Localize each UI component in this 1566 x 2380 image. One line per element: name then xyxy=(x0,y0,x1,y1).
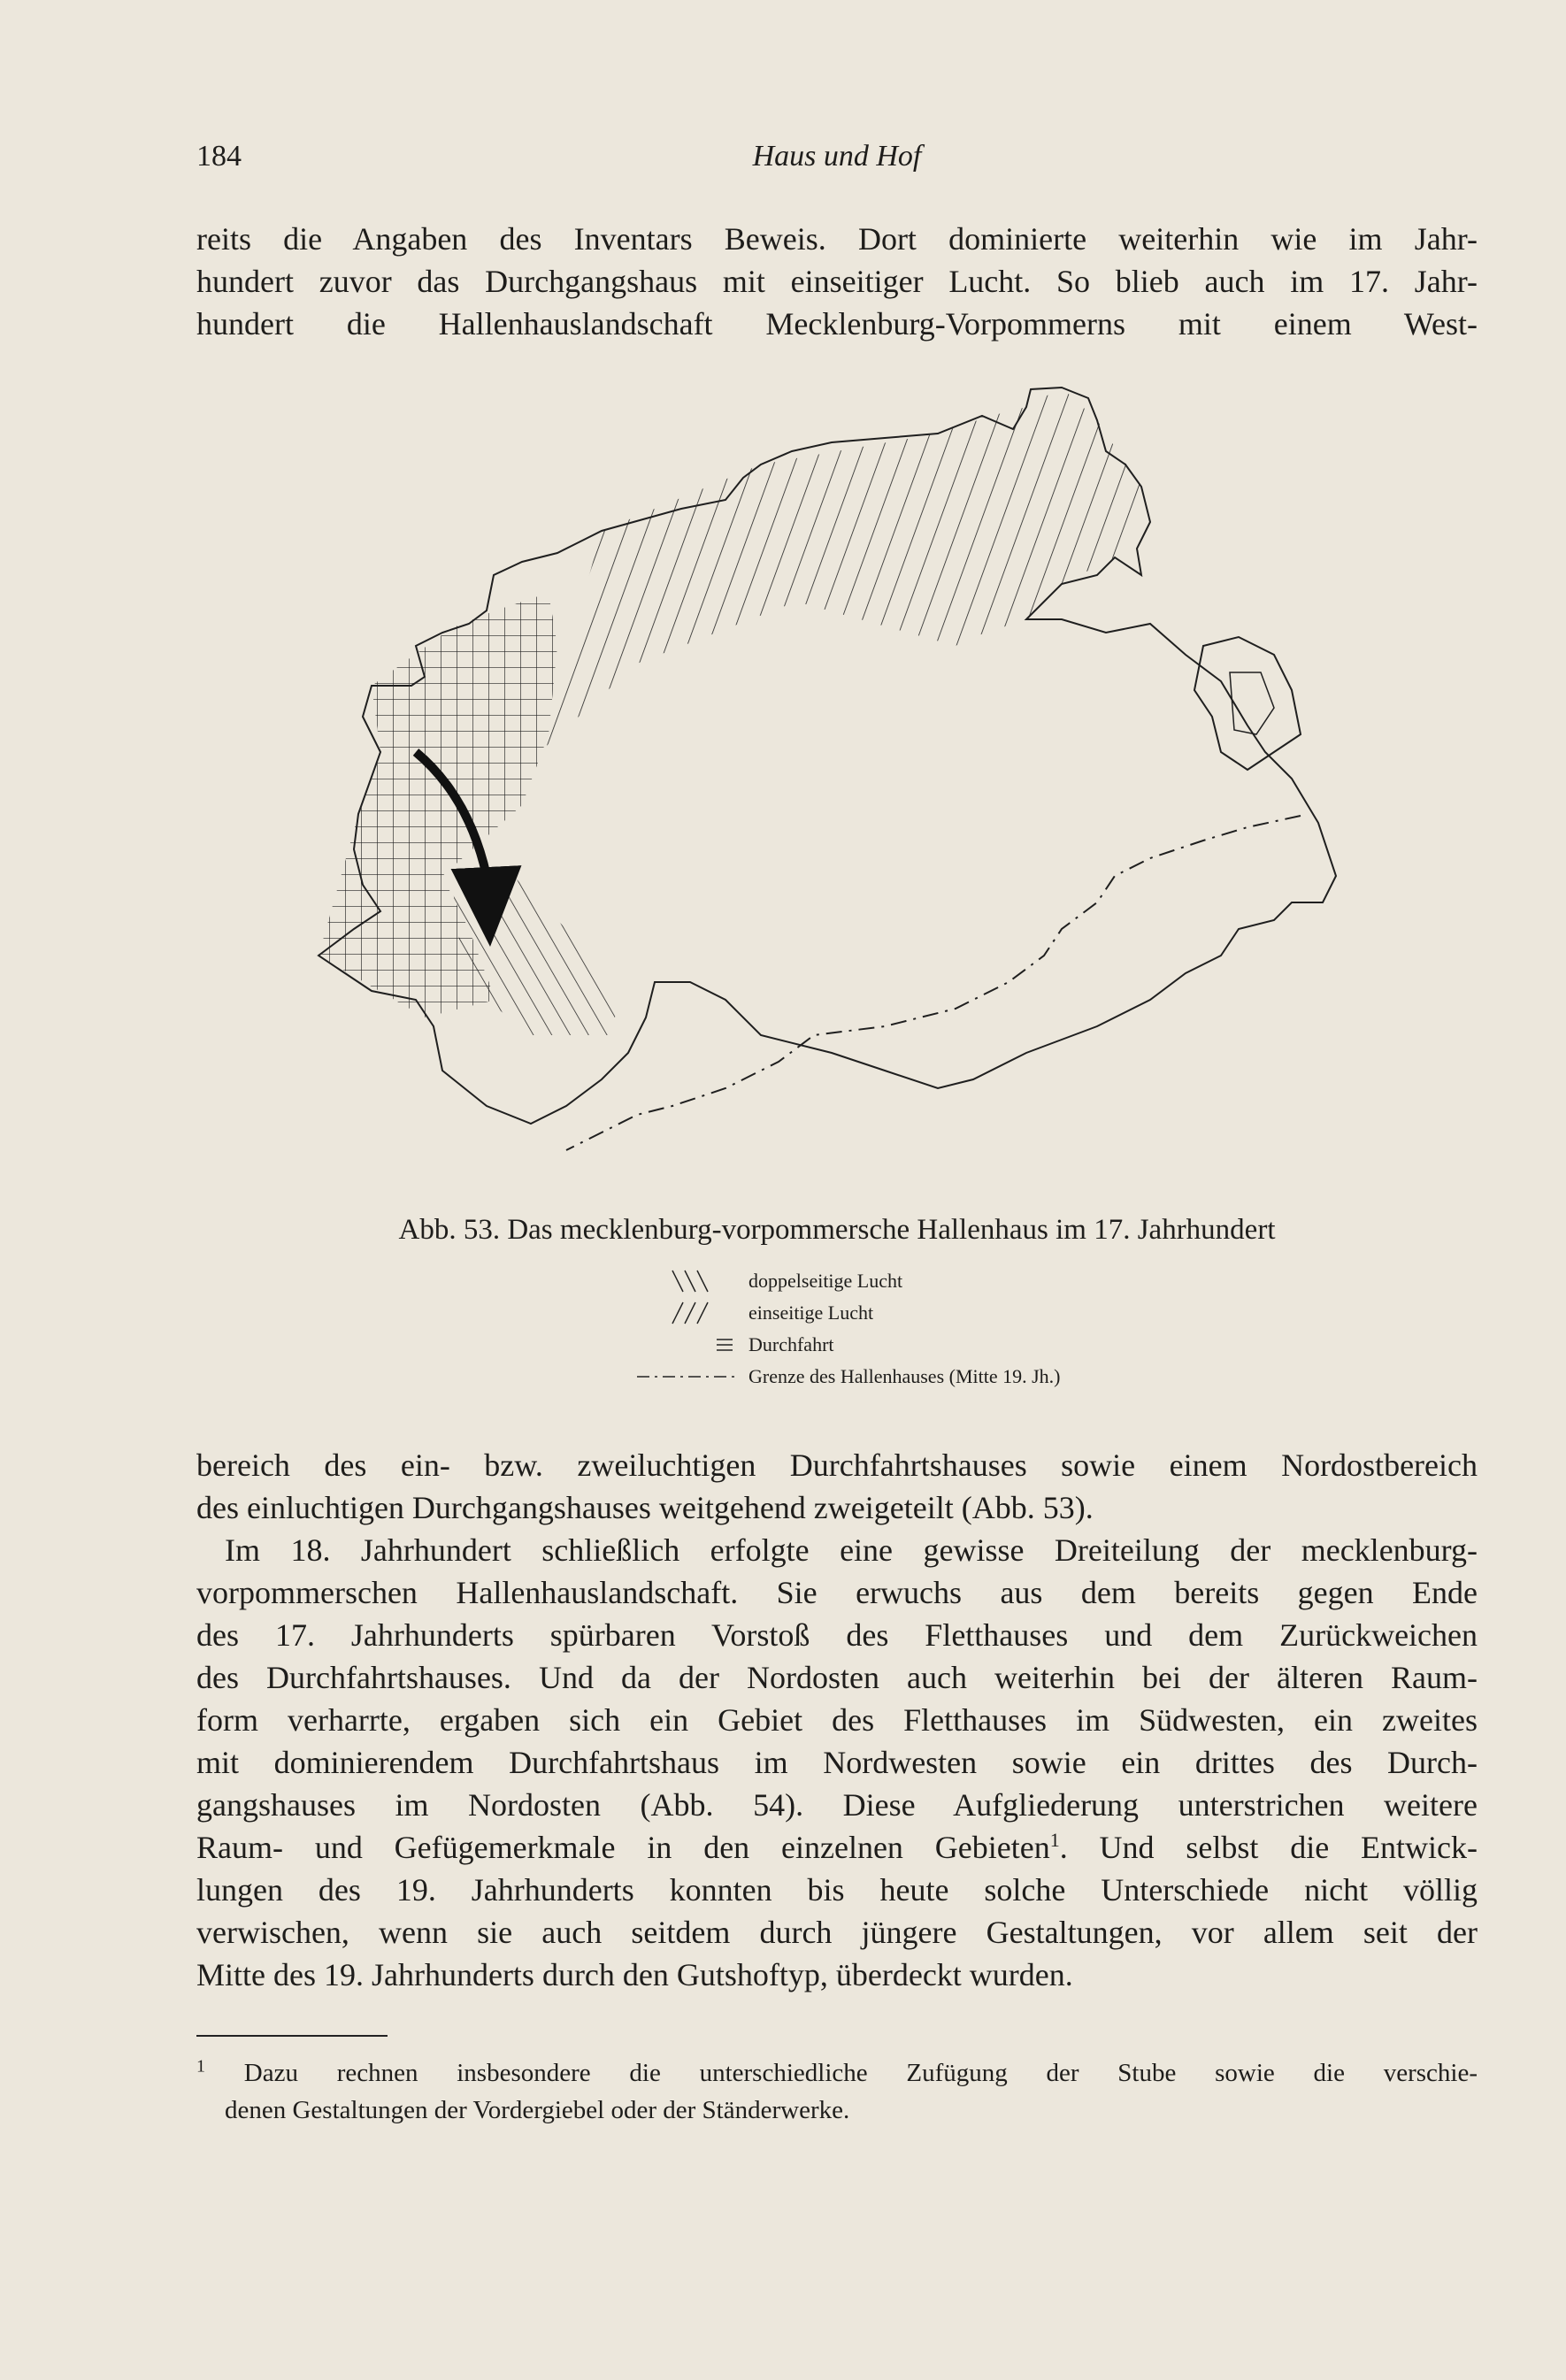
text-line: vorpommerschen Hallenhauslandschaft. Sie erwuchs aus dem bereits gegen Ende xyxy=(196,1575,1478,1610)
legend-label: einseitige Lucht xyxy=(748,1301,874,1324)
text-line: des Durchfahrtshauses. Und da der Nordosten auch weiterhin bei der älteren Raum- xyxy=(196,1660,1478,1695)
backslash-hatch-icon xyxy=(637,1269,734,1294)
figure-legend xyxy=(637,1265,1256,1393)
text-line: bereich des ein- bzw. zweiluchtigen Durchfahrtshauses sowie einem Nordostbereich xyxy=(196,1447,1478,1483)
page-number: 184 xyxy=(196,140,242,173)
figure-caption: Abb. 53. Das mecklenburg-vorpommersche Hallenhaus im 17. Jahrhundert xyxy=(398,1214,1276,1246)
inner-outline xyxy=(1230,672,1274,734)
text-line: Mitte des 19. Jahrhunderts durch den Gutshoftyp, überdeckt wurden. xyxy=(196,1957,1073,1992)
text-line-with-footnote xyxy=(196,1826,1478,1869)
running-head xyxy=(196,140,1478,182)
map-hatching xyxy=(265,380,1398,1194)
text-segment: Raum- und Gefügemerkmale in den einzelnen Gebieten xyxy=(196,1830,1050,1865)
text-line: des einluchtigen Durchgangshauses weitgehend zweigeteilt (Abb. 53). xyxy=(196,1490,1094,1525)
legend-item xyxy=(637,1265,1256,1297)
footnote-text: Dazu rechnen insbesondere die unterschiedliche Zufügung der Stube sowie die verschie- xyxy=(243,2059,1478,2087)
footnote-line: denen Gestaltungen der Vordergiebel oder der Ständerwerke. xyxy=(225,2096,850,2124)
text-line: verwischen, wenn sie auch seitdem durch jüngere Gestaltungen, vor allem seit der xyxy=(196,1915,1478,1950)
text-line: lungen des 19. Jahrhunderts konnten bis heute solche Unterschiede nicht völlig xyxy=(196,1872,1478,1908)
paragraph-main xyxy=(196,1529,1478,1996)
figure-map xyxy=(265,380,1398,1194)
footnote-reference[interactable]: 1 xyxy=(1049,1829,1060,1851)
legend-item xyxy=(637,1361,1256,1393)
legend-label: Grenze des Hallenhauses (Mitte 19. Jh.) xyxy=(748,1365,1061,1387)
footnote xyxy=(196,2054,1478,2129)
island-outline xyxy=(1194,637,1301,770)
text-segment: . Und selbst die Entwick- xyxy=(1059,1830,1478,1865)
legend-label: doppelseitige Lucht xyxy=(748,1270,903,1292)
paragraph-middle xyxy=(196,1444,1478,1529)
footnote-marker: 1 xyxy=(196,2056,205,2077)
horizontal-hatch-icon xyxy=(637,1332,734,1357)
running-title: Haus und Hof xyxy=(752,140,922,173)
text-line: hundert zuvor das Durchgangshaus mit einseitiger Lucht. So blieb auch im 17. Jahr- xyxy=(196,264,1478,299)
text-line: reits die Angaben des Inventars Beweis. Dort dominierte weiterhin wie im Jahr- xyxy=(196,221,1478,257)
legend-item xyxy=(637,1329,1256,1361)
legend-item xyxy=(637,1297,1256,1329)
text-line: form verharrte, ergaben sich ein Gebiet des Fletthauses im Südwesten, ein zweites xyxy=(196,1702,1478,1738)
text-line: gangshauses im Nordosten (Abb. 54). Diese Aufgliederung unterstrichen weitere xyxy=(196,1787,1478,1823)
slash-hatch-icon xyxy=(637,1301,734,1325)
text-line: Im 18. Jahrhundert schließlich erfolgte eine gewisse Dreiteilung der mecklenburg- xyxy=(225,1532,1478,1568)
text-line: hundert die Hallenhauslandschaft Mecklenburg-Vorpommerns mit einem West- xyxy=(196,306,1478,342)
hallenhaus-map xyxy=(265,380,1398,1194)
footnote-divider xyxy=(196,2035,388,2037)
footnote-line xyxy=(196,2054,1478,2092)
text-line: des 17. Jahrhunderts spürbaren Vorstoß des Fletthauses und dem Zurückweichen xyxy=(196,1617,1478,1653)
paragraph-top xyxy=(196,218,1478,345)
dash-dot-line-icon xyxy=(637,1364,734,1389)
legend-label: Durchfahrt xyxy=(748,1333,834,1355)
text-line: mit dominierendem Durchfahrtshaus im Nordwesten sowie ein drittes des Durch- xyxy=(196,1745,1478,1780)
